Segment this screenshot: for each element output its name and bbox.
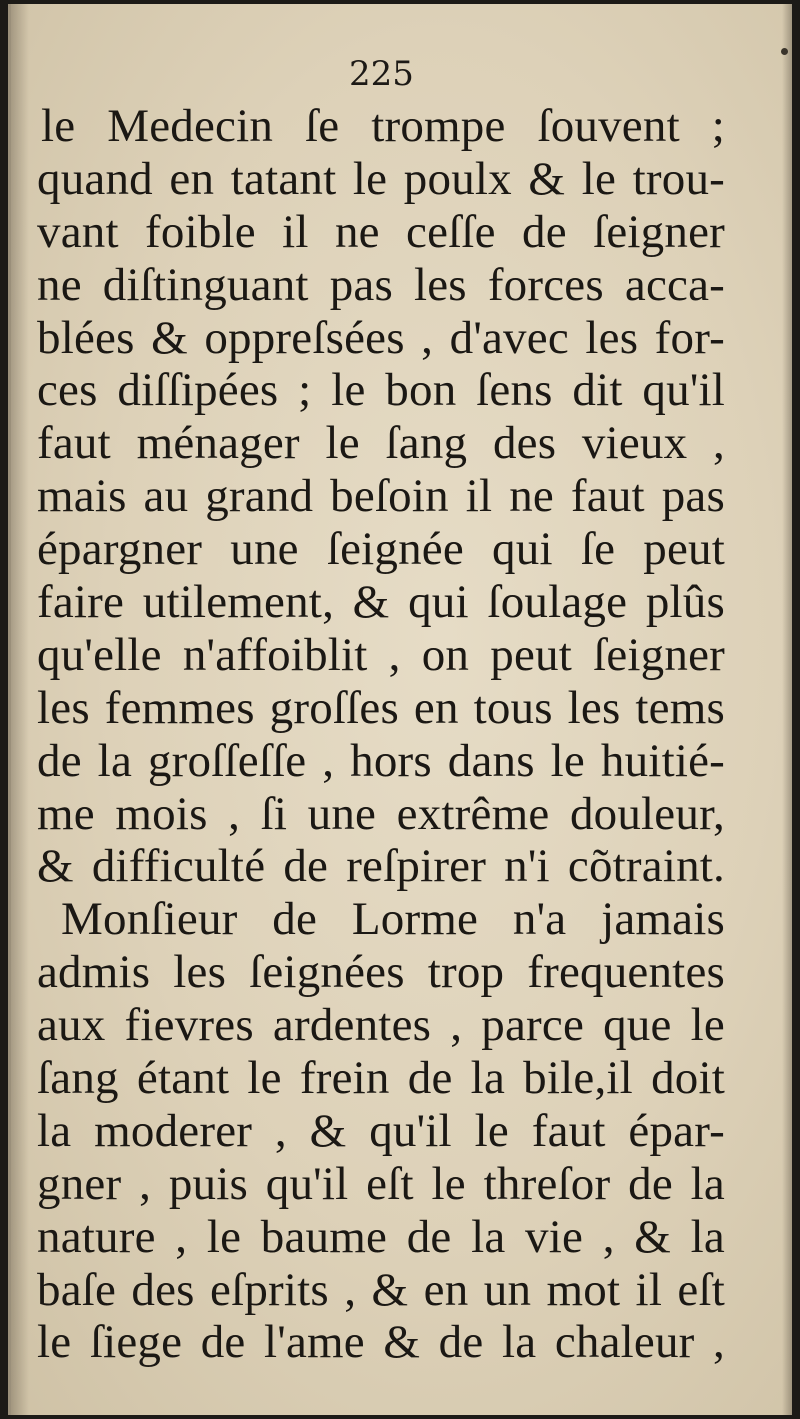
text-line: qu'elle n'affoiblit , on peut ſeigner [37, 628, 725, 681]
text-line: me mois , ſi une extrême douleur, [37, 787, 725, 840]
text-line: faire utilement, & qui ſoulage plûs [37, 576, 725, 629]
text-line: mais au grand beſoin il ne faut pas [37, 470, 725, 523]
text-line: nature , le baume de la vie , & la [37, 1210, 725, 1263]
text-line: ſang étant le frein de la bile,il doit [37, 1052, 725, 1105]
text-line: faut ménager le ſang des vieux , [37, 417, 725, 470]
text-line: aux fievres ardentes , parce que le [37, 999, 725, 1052]
text-line: de la groſſeſſe , hors dans le huitié- [37, 734, 725, 787]
paragraph-start-line: Monſieur de Lorme n'a jamais [61, 893, 725, 946]
text-line: vant foible il ne ceſſe de ſeigner [37, 205, 725, 258]
text-line: les femmes groſſes en tous les tems [37, 681, 725, 734]
body-text [37, 100, 725, 1369]
text-line: & difficulté de reſpirer n'i cõtraint. [37, 840, 725, 893]
text-line: admis les ſeignées trop frequentes [37, 946, 725, 999]
book-page [8, 4, 792, 1415]
text-line: la moderer , & qu'il le faut épar- [37, 1104, 725, 1157]
spine-shadow [11, 4, 29, 1415]
text-line: ne diſtinguant pas les forces acca- [37, 258, 725, 311]
text-line: ces diſſipées ; le bon ſens dit qu'il [37, 364, 725, 417]
page-number: 225 [349, 54, 414, 94]
text-line: le Medecin ſe trompe ſouvent ; [41, 100, 725, 152]
text-line: le ſiege de l'ame & de la chaleur , [37, 1316, 725, 1369]
text-line: gner , puis qu'il eſt le threſor de la [37, 1157, 725, 1210]
text-line: blées & oppreſsées , d'avec les for- [37, 311, 725, 364]
text-line: épargner une ſeignée qui ſe peut [37, 523, 725, 576]
text-line: quand en tatant le poulx & le trou- [37, 152, 725, 205]
page-edge-shadow [782, 4, 792, 1415]
text-line: baſe des eſprits , & en un mot il eſt [37, 1263, 725, 1316]
